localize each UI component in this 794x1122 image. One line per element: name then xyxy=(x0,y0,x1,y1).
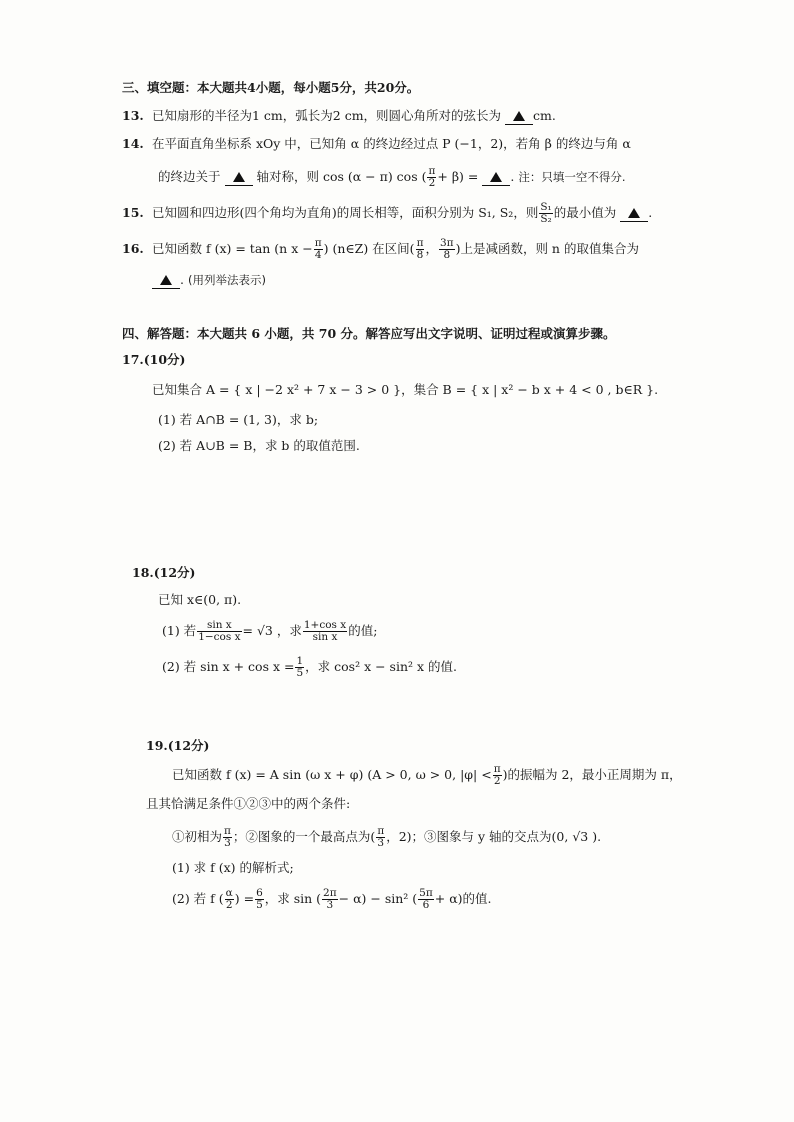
question-18-part-1: (1) 若 $\frac{\text{sin x}}{\text{1−cos x}}$ = √3 ，求 $\frac{\text{1+cos x}}{\text{sin x}}$ 的值; xyxy=(162,619,378,643)
question-17-stem: 已知集合 A = { x | −2 x² + 7 x − 3 > 0 }，集合 B = { x | x² − b x + 4 < 0 , b∈R }. xyxy=(152,382,659,397)
fraction: $\frac{1}{5}$ xyxy=(296,655,304,679)
fraction: $\frac{\pi}{3}$ xyxy=(377,825,385,849)
question-text: 在平面直角坐标系 xOy 中，已知角 α 的终边经过点 P (−1，2)，若角 β 的终边与角 α xyxy=(152,136,631,151)
question-number: 14. xyxy=(122,136,144,151)
triangle-marker-icon xyxy=(233,172,245,182)
fraction: $\frac{\pi}{2}$ xyxy=(493,763,501,787)
section-4-header: 四、解答题：本大题共 6 小题，共 70 分。解答应写出文字说明、证明过程或演算步骤。 xyxy=(122,326,616,341)
fraction: $\frac{\pi}{3}$ xyxy=(224,825,231,849)
fraction: $\frac{6}{5}$ xyxy=(256,887,263,911)
question-15: 15. 已知圆和四边形(四个角均为直角)的周长相等，面积分别为 S₁, S₂，则 $\frac{\text{S₁}}{\text{S₂}}$ 的最小值为 . xyxy=(122,201,653,225)
triangle-marker-icon xyxy=(160,275,172,285)
question-text: 已知圆和四边形(四个角均为直角)的周长相等，面积分别为 S₁, S₂，则 xyxy=(152,205,539,220)
question-14-line-2: 的终边关于 轴对称，则 cos (α − π) cos ( $\frac{\pi}{2}$ + β) = . 注：只填一空不得分. xyxy=(158,165,626,189)
question-19-part-1: (1) 求 f (x) 的解析式; xyxy=(172,860,294,875)
answer-blank-axis xyxy=(225,169,253,186)
question-text: 轴对称，则 cos (α − π) cos ( xyxy=(256,169,427,184)
question-score: (10分) xyxy=(143,352,186,367)
question-16-line-1: 16. 已知函数 f (x) = tan (n x − $\frac{\pi}{4}$ ) (n∈Z) 在区间( $\frac{\pi}{8}$ ， $\frac{3\pi}{8}$ )上是减函数，则 n 的取值集合为 xyxy=(122,237,639,261)
question-text: 已知扇形的半径为1 cm，弧长为2 cm，则圆心角所对的弦长为 xyxy=(152,108,502,123)
answer-blank-value xyxy=(482,169,510,186)
section-3-header: 三、填空题：本大题共4小题，每小题5分，共20分。 xyxy=(122,80,420,95)
question-text: ) (n∈Z) 在区间( xyxy=(323,241,415,256)
question-18-stem: 已知 x∈(0, π). xyxy=(158,592,242,607)
fraction: $\frac{\text{S₁}}{\text{S₂}}$ xyxy=(540,201,552,225)
answer-blank xyxy=(505,108,533,125)
question-number: 13. xyxy=(122,108,144,123)
fraction: $\frac{2\pi}{3}$ xyxy=(323,887,337,911)
question-number: 18. xyxy=(132,565,154,580)
handwritten-note: (用列举法表示) xyxy=(187,273,266,287)
question-19-condition-intro: 且其恰满足条件①②③中的两个条件: xyxy=(146,796,351,811)
question-17-header xyxy=(122,352,185,368)
question-number: 16. xyxy=(122,241,144,256)
question-16-line-2: . (用列举法表示) xyxy=(152,272,266,289)
question-number: 17. xyxy=(122,352,144,367)
question-19-header xyxy=(146,738,209,754)
question-18-part-2: (2) 若 sin x + cos x = $\frac{1}{5}$ ，求 cos² x − sin² x 的值. xyxy=(162,655,457,679)
question-text: 的最小值为 xyxy=(553,205,617,220)
fraction: $\frac{\text{1+cos x}}{\text{sin x}}$ xyxy=(303,619,347,643)
question-score: (12分) xyxy=(153,565,196,580)
fraction: $\frac{\pi}{2}$ xyxy=(428,165,436,189)
unit-text: cm. xyxy=(533,108,556,123)
fraction: $\frac{\pi}{8}$ xyxy=(416,237,424,261)
fraction: $\frac{3\pi}{8}$ xyxy=(439,237,454,261)
question-text: + β) = xyxy=(437,169,479,184)
question-17-part-1: (1) 若 A∩B = (1, 3)，求 b; xyxy=(158,412,319,427)
fraction: $\frac{\text{sin x}}{\text{1−cos x}}$ xyxy=(198,619,241,643)
fraction: $\frac{5\pi}{6}$ xyxy=(419,887,433,911)
question-number: 15. xyxy=(122,205,144,220)
fraction: $\frac{\pi}{4}$ xyxy=(314,237,322,261)
handwritten-note: 注：只填一空不得分. xyxy=(518,170,626,184)
question-text: 已知函数 f (x) = tan (n x − xyxy=(152,241,313,256)
answer-blank xyxy=(152,272,180,289)
question-19-stem: 已知函数 f (x) = A sin (ω x + φ) (A > 0, ω > 0, |φ| < $\frac{\pi}{2}$ )的振幅为 2，最小正周期为 π， xyxy=(172,763,682,787)
question-number: 19. xyxy=(146,738,168,753)
triangle-marker-icon xyxy=(628,208,640,218)
question-score: (12分) xyxy=(167,738,210,753)
question-text: 的终边关于 xyxy=(158,169,221,184)
fraction: $\frac{\alpha}{2}$ xyxy=(225,887,233,911)
question-14-line-1 xyxy=(122,136,631,152)
answer-blank xyxy=(620,205,648,222)
question-19-part-2: (2) 若 f ( $\frac{\alpha}{2}$ ) = $\frac{6}{5}$ ，求 sin ( $\frac{2\pi}{3}$ − α) − sin² ( $\frac{5\pi}{6}$ + α)的值. xyxy=(172,887,492,911)
question-text: )上是减函数，则 n 的取值集合为 xyxy=(455,241,639,256)
question-13 xyxy=(122,108,556,125)
question-18-header xyxy=(132,565,195,581)
question-17-part-2: (2) 若 A∪B = B，求 b 的取值范围. xyxy=(158,438,360,453)
question-19-conditions: ①初相为 $\frac{\pi}{3}$ ；②图象的一个最高点为( $\frac{\pi}{3}$ ，2)；③图象与 y 轴的交点为(0, √3 ). xyxy=(172,825,602,849)
triangle-marker-icon xyxy=(490,172,502,182)
triangle-marker-icon xyxy=(513,111,525,121)
